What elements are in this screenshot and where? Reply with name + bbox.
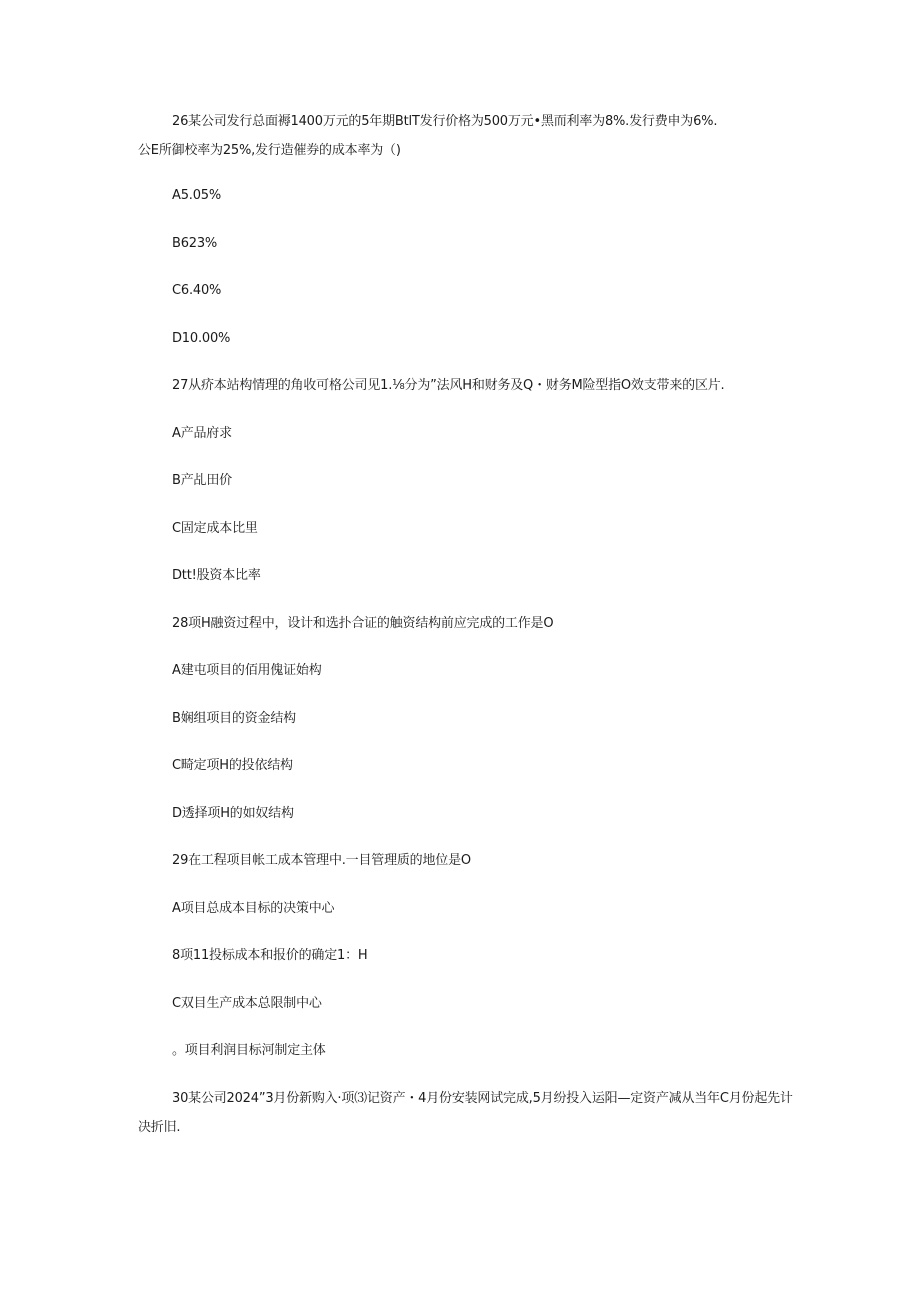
question-28-option-a: A建屯项目的佰用傀证始构 bbox=[172, 663, 322, 678]
question-27-stem: 27从疥本站构情理的角收可格公司见1.⅛分为”法风H和财务及Q・财务M险型指O效支带来的区片. bbox=[172, 378, 725, 393]
question-30-stem-line-1: 30某公司2024”3月份新购入·项⑶记资产・4月份安装网试完成,5月纷投入运阳—定资产减从当年C月份起先计 bbox=[172, 1091, 793, 1106]
question-26-stem-line-2: 公E所御校率为25%,发行造催券的成本率为（) bbox=[138, 143, 401, 158]
question-29-stem: 29在工程项目帐工成本管理中.一目管理质的地位是O bbox=[172, 853, 471, 868]
question-27-option-d: Dtt!股资本比率 bbox=[172, 568, 261, 583]
question-27-option-b: B产乩田价 bbox=[172, 473, 232, 488]
question-29-option-d: 。项目利润目标河制定主体 bbox=[172, 1043, 326, 1058]
question-29-option-a: A项目总成本目标的决策中心 bbox=[172, 901, 335, 916]
question-28-option-b: B娴组项目的资金结构 bbox=[172, 711, 296, 726]
question-26-stem-line-1: 26某公司发行总面褥1400万元的5年期BtlT发行价格为500万元•黑而利率为8%.发行费申为6%. bbox=[172, 114, 718, 129]
question-30-stem-line-2: 决折旧. bbox=[138, 1120, 181, 1135]
question-26-option-b: B623% bbox=[172, 236, 218, 251]
question-26-option-d: D10.00% bbox=[172, 331, 231, 346]
question-26-option-a: A5.05% bbox=[172, 188, 221, 203]
question-29-option-b: 8项11投标成本和报价的确定1：H bbox=[172, 948, 368, 963]
question-26-option-c: C6.40% bbox=[172, 283, 222, 298]
question-28-option-d: D透择项H的如奴结构 bbox=[172, 806, 294, 821]
question-27-option-c: C固定成本比里 bbox=[172, 521, 258, 536]
question-27-option-a: A产品府求 bbox=[172, 426, 232, 441]
question-28-stem: 28项H融资过程中，设计和选扑合证的触资结构前应完成的工作是O bbox=[172, 616, 554, 631]
question-29-option-c: C双目生产成本总限制中心 bbox=[172, 996, 322, 1011]
question-28-option-c: C畸定项H的投依结构 bbox=[172, 758, 293, 773]
